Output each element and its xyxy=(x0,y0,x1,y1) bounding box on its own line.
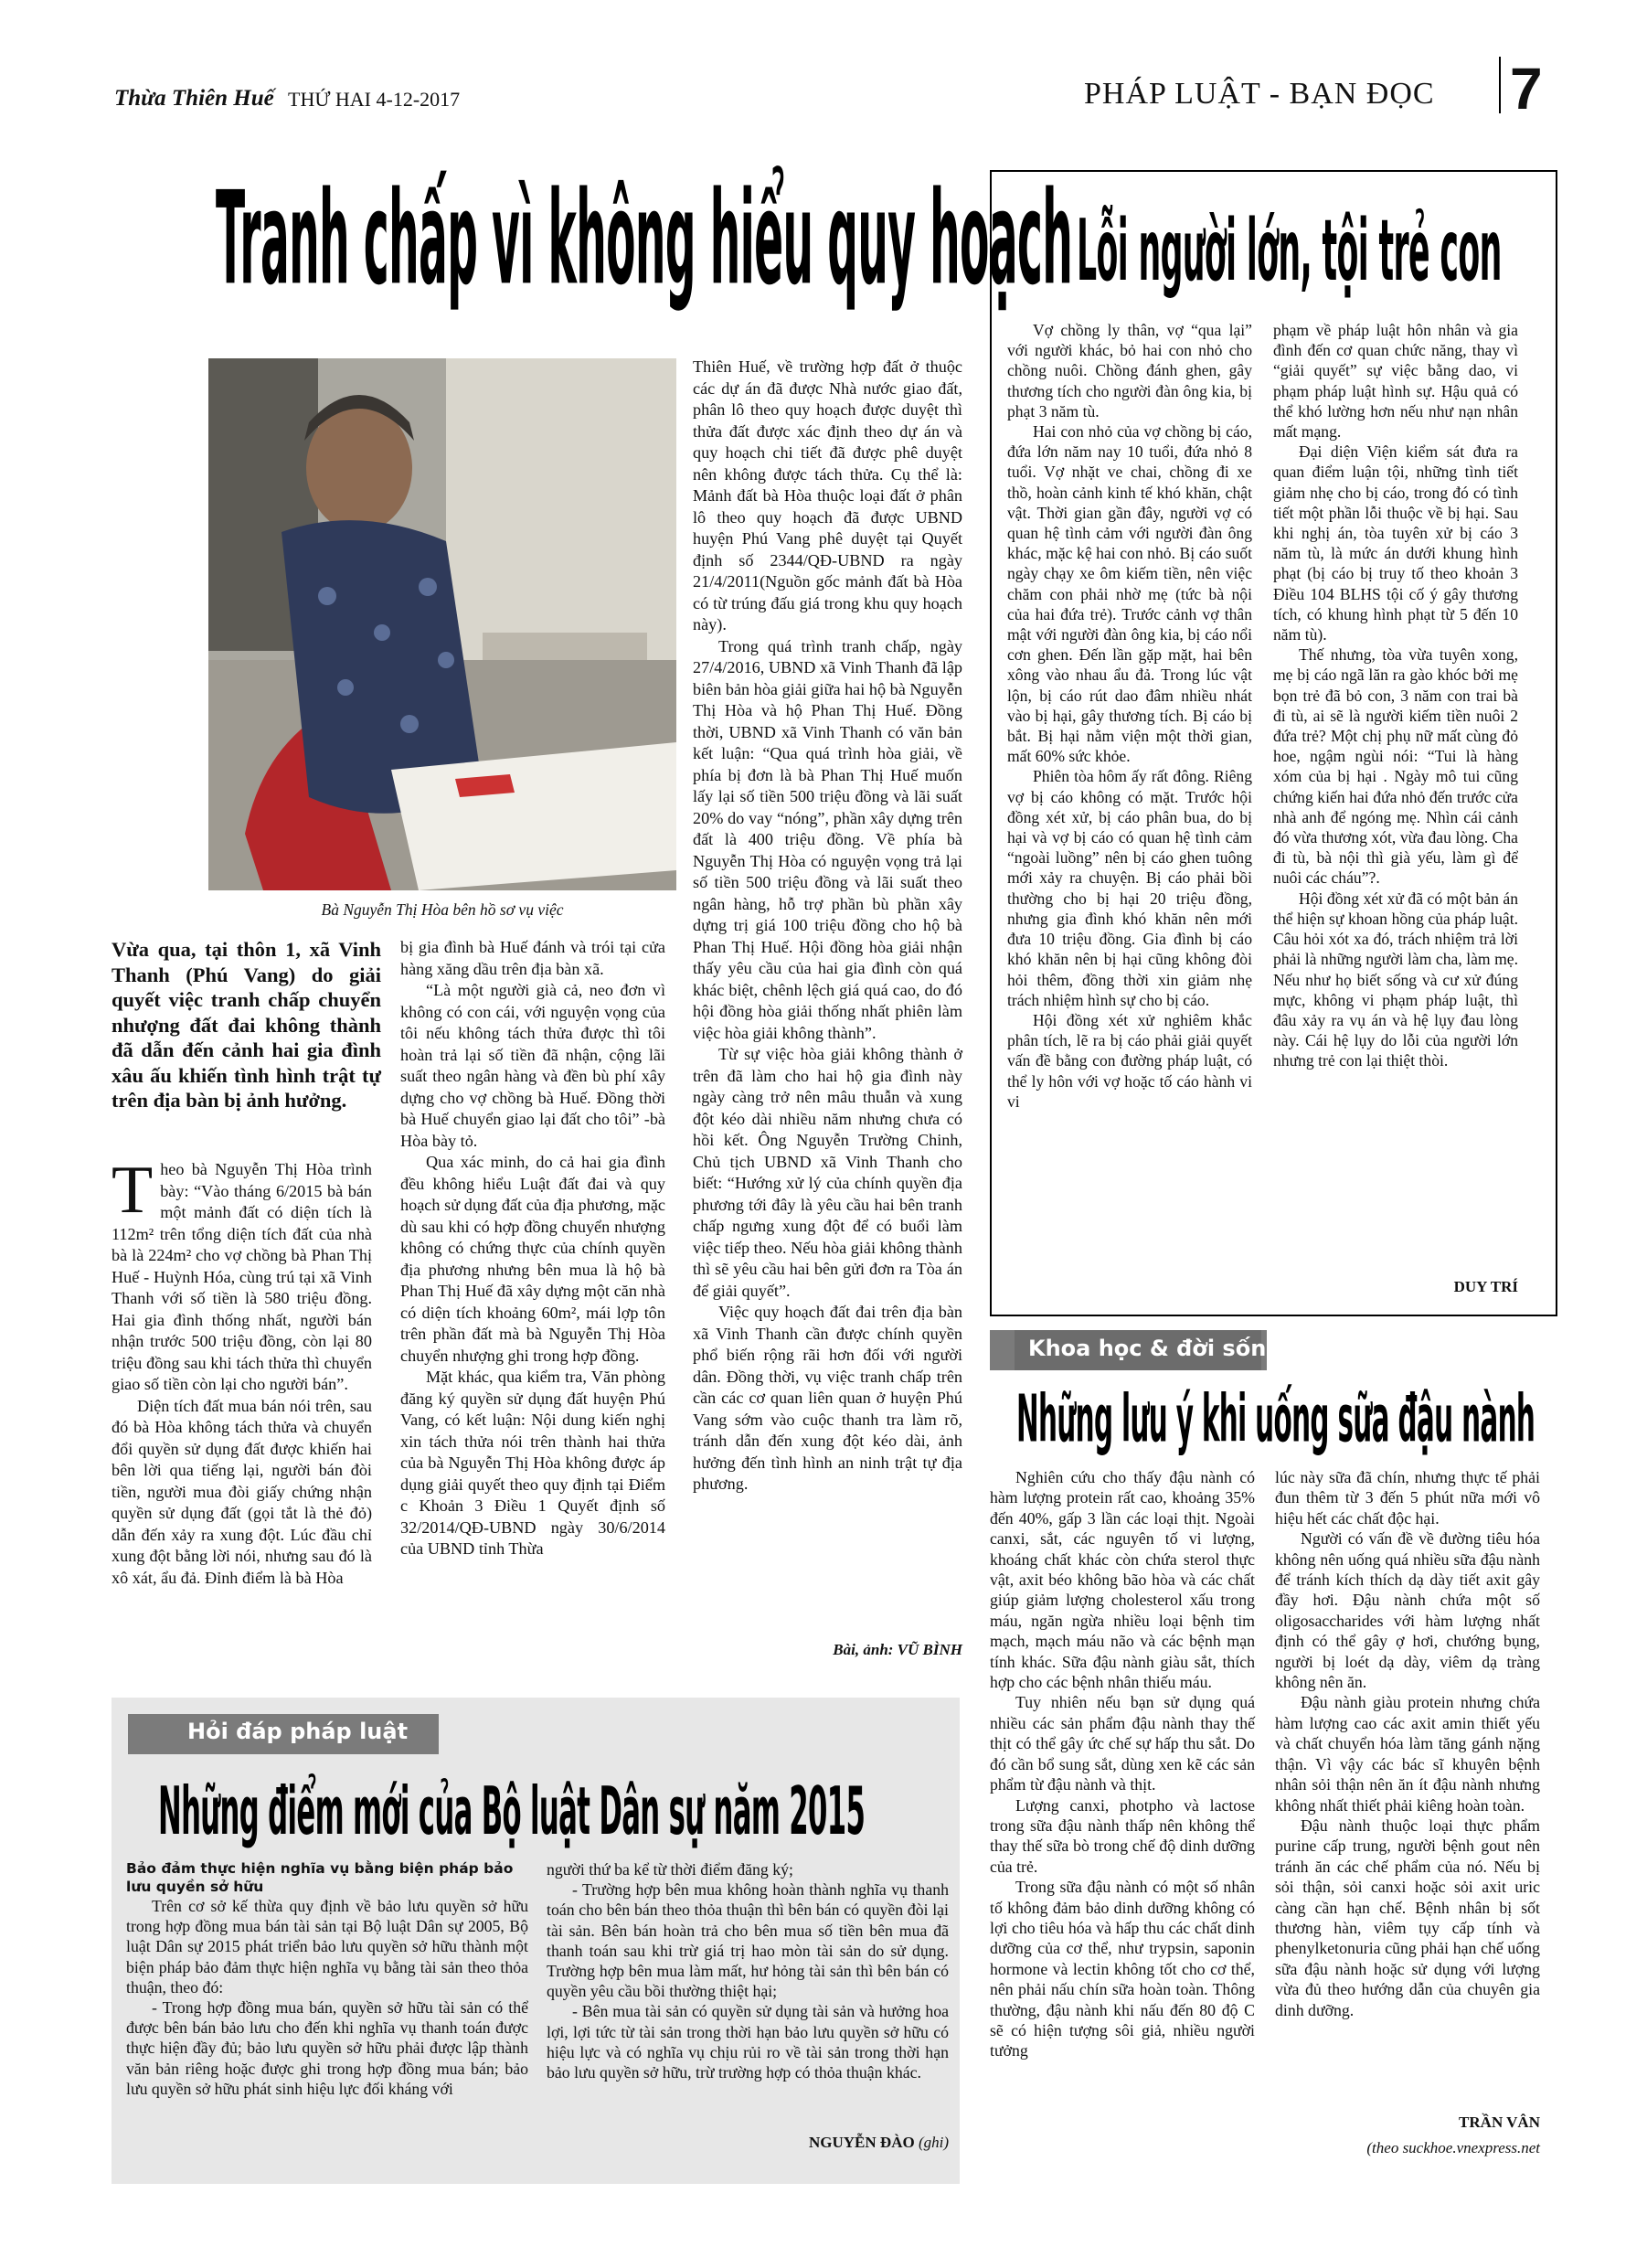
page-number: 7 xyxy=(1510,56,1543,122)
article2-col2-p1: phạm về pháp luật hôn nhân và gia đình đến cơ quan chức năng, thay vì “giải quyết” sự việc bằng dao, vi phạm pháp luật hình sự. Hậu quả có thể khó lường hơn nếu như nạn nhân mất mạng. xyxy=(1273,321,1518,442)
article4-headline: Những điểm mới của Bộ luật Dân sự năm 2015 xyxy=(158,1773,866,1850)
article2-col1 xyxy=(1007,320,1252,1112)
article1-col1-p2: Diện tích đất mua bán nói trên, sau đó bà Hòa không tách thửa và chuyển đổi quyền sử dụng đất được khiến hai bên lời qua tiếng lại, người bán đòi tiền, người mua đòi giấy chứng nhận quyền sử dụng đất (gọi tắt là thẻ đỏ) dẫn đến xảy ra xung đột. Lúc đầu chỉ xung đột bằng lời nói, nhưng sau đó là xô xát, ẩu đả. Đỉnh điểm là bà Hòa xyxy=(112,1396,372,1587)
article2-col2-p4: Hội đồng xét xử đã có một bản án thể hiện sự khoan hồng của pháp luật. Câu hỏi xót xa đó, trách nhiệm trả lời phải là những người làm cha, làm mẹ. Nếu như họ biết sống và cư xử đúng mực, không vi phạm pháp luật, thì đâu xảy ra vụ án và hệ lụy đau lòng này. Cái hệ lụy do lỗi của người lớn nhưng trẻ con lại thiệt thòi. xyxy=(1273,889,1518,1070)
article2-col2-p2: Đại diện Viện kiểm sát đưa ra quan điểm luận tội, những tình tiết giảm nhẹ cho bị cáo, trong đó có tình tiết một phần lỗi thuộc về bị hại. Sau khi nghị án, tòa tuyên xử bị cáo 3 năm tù, là mức án dưới khung hình phạt (bị cáo bị truy tố theo khoản 3 Điều 104 BLHS tội cố ý gây thương tích, có khung hình phạt từ 5 đến 10 năm tù). xyxy=(1273,442,1518,644)
article1-col3-p3: Từ sự việc hòa giải không thành ở trên đã làm cho hai hộ gia đình này ngày càng trở nên mâu thuẫn và xung đột kéo dài nhiều năm nhưng chưa có hồi kết. Ông Nguyễn Trường Chinh, Chủ tịch UBND xã Vinh Thanh cho biết: “Hướng xử lý của chính quyền địa phương tới đây là yêu cầu hai bên tranh chấp ngưng xung đột để có buổi làm việc tiếp theo. Nếu hòa giải không thành thì sẽ yêu cầu hai bên gửi đơn ra Tòa án để giải quyết”. xyxy=(693,1045,962,1300)
article4-col1 xyxy=(126,1859,528,2099)
article1-col2 xyxy=(400,937,665,1560)
photo-caption: Bà Nguyễn Thị Hòa bên hồ sơ vụ việc xyxy=(321,900,564,919)
article2-byline: DUY TRÍ xyxy=(1453,1278,1518,1295)
article3-col1-p1: Nghiên cứu cho thấy đậu nành có hàm lượng protein rất cao, khoảng 35% đến 40%, gấp 3 lần các loại thịt. Ngoài canxi, sắt, các nguyên tố vi lượng, khoáng chất khác còn chứa sterol thực vật, axit béo không bão hòa và các chất giúp giảm lượng cholesterol xấu trong máu, ngăn ngừa nhiều loại bệnh tim mạch, mạch máu não và các bệnh mạn tính khác. Sữa đậu nành giàu sắt, thích hợp cho các bệnh nhân thiếu máu. xyxy=(990,1468,1255,1692)
article3-col1 xyxy=(990,1467,1255,2061)
article1-headline: Tranh chấp vì không hiểu quy hoạch xyxy=(216,163,1073,314)
article3-source: (theo suckhoe.vnexpress.net xyxy=(1366,2139,1540,2156)
article1-col2-p3: Qua xác minh, do cả hai gia đình đều không hiểu Luật đất đai và quy hoạch sử dụng đất của địa phương, mặc dù sau khi có hợp đồng chuyển nhượng không có chứng thực của chính quyền địa phương nhưng bên mua là hộ bà Phan Thị Huế đã xây dựng một căn nhà có diện tích khoảng 60m², mái lợp tôn trên phần đất mà bà Nguyễn Thị Hòa chuyển nhượng ghi trong hợp đồng. xyxy=(400,1153,665,1365)
elderly-woman-photo xyxy=(208,358,676,890)
article1-col2-p2: “Là một người già cả, neo đơn vì không có con cái, với nguyện vọng của tôi nếu không tách thửa được thì tôi hoàn trả lại số tiền đã nhận, cộng lãi suất theo ngân hàng và đền bù phí xây dựng cho vợ chồng bà Huế. Đồng thời bà Huế chuyển giao lại đất cho tôi” -bà Hòa bày tỏ. xyxy=(400,981,665,1150)
issue-date: THỨ HAI 4-12-2017 xyxy=(288,88,461,111)
article1-col3-p2: Trong quá trình tranh chấp, ngày 27/4/2016, UBND xã Vinh Thanh đã lập biên bản hòa giải giữa hai hộ bà Nguyễn Thị Hòa và hộ Phan Thị Huế. Đồng thời, UBND xã Vinh Thanh có văn bản kết luận: “Qua quá trình hòa giải, về phía bị đơn là bà Phan Thị Huế muốn lấy lại số tiền 500 triệu đồng và lãi suất 20% do vay “nóng”, phần xây dựng trên đất là 400 triệu đồng. Về phía bà Nguyễn Thị Hòa có nguyện vọng trả lại số tiền 500 triệu đồng và lãi suất theo ngân hàng, hỗ trợ phần bù phần xây dựng trị giá 100 triệu đồng cho hộ bà Phan Thị Huế. Hội đồng hòa giải nhận thấy yêu cầu của hai gia đình còn quá khác biệt, chênh lệch giá quá cao, do đó hội đồng hòa giải thống nhất phiên làm việc hòa giải không thành”. xyxy=(693,636,962,1042)
article4-col2 xyxy=(547,1859,949,2082)
article3-col1-p4: Trong sữa đậu nành có một số nhân tố không đảm bảo dinh dưỡng không có lợi cho tiêu hóa và hấp thu các chất dinh dưỡng của cơ thể, như trypsin, saponin hormone và lectin không tốt cho cơ thể, nên phải nấu chín sữa hoàn toàn. Thông thường, đậu nành khi nấu đến 80 độ C sẽ có hiện tượng sôi giả, nhiều người tưởng xyxy=(990,1878,1255,2060)
article3-col2-p1: lúc này sữa đã chín, nhưng thực tế phải đun thêm từ 3 đến 5 phút nữa mới vô hiệu hết các chất độc hại. xyxy=(1275,1468,1540,1528)
article4-col2-p2: - Trường hợp bên mua không hoàn thành nghĩa vụ thanh toán cho bên bán theo thỏa thuận thì bên bán có quyền đòi lại tài sản. Bên bán hoàn trả cho bên mua số tiền bên mua đã thanh toán sau khi trừ giá trị hao mòn tài sản do sử dụng. Trường hợp bên mua làm mất, hư hỏng tài sản thì bên bán có quyền yêu cầu bồi thường thiệt hại; xyxy=(547,1880,949,2001)
article1-photo xyxy=(208,358,676,890)
article2-col2-p3: Thế nhưng, tòa vừa tuyên xong, mẹ bị cáo ngã lăn ra gào khóc bởi mẹ bọn trẻ đã bỏ con, 3 năm con trai bà đi tù, ai sẽ là người kiếm tiền nuôi 2 đứa trẻ? Một chị phụ nữ mất cùng đỏ hoe, ngậm ngùi nói: “Tui là hàng xóm của bị hại . Ngày mô tui cũng chứng kiến hai đứa nhỏ đến trước cửa nhà anh để ngóng mẹ. Nhìn cái cảnh đó vừa thương xót, vừa đau lòng. Cha đi tù, bà nội thì già yếu, làm gì để nuôi các cháu”?. xyxy=(1273,645,1518,888)
article4-byline-name: NGUYỄN ĐÀO xyxy=(809,2134,915,2151)
article3-kicker: Khoa học & đời sống xyxy=(1028,1336,1282,1361)
article1-col3-p4: Việc quy hoạch đất đai trên địa bàn xã Vinh Thanh cần được chính quyền phổ biến rộng rãi hơn đối với người dân. Đồng thời, vụ việc tranh chấp trên cần các cơ quan liên quan ở huyện Phú Vang sớm vào cuộc thanh tra làm rõ, tránh dẫn đến xung đột kéo dài, ảnh hưởng đến tình hình an ninh trật tự địa phương. xyxy=(693,1303,962,1493)
article1-col1-p1: heo bà Nguyễn Thị Hòa trình bày: “Vào tháng 6/2015 bà bán một mảnh đất có diện tích là 112m² trên tổng diện tích đất của nhà bà là 224m² cho vợ chồng bà Phan Thị Huế - Huỳnh Hóa, cùng trú tại xã Vinh Thanh với số tiền là 580 triệu đồng. Hai gia đình thống nhất, người bán nhận trước 500 triệu đồng, còn lại 80 triệu đồng sau khi tách thửa thì chuyển giao số tiền còn lại cho người bán”. xyxy=(112,1160,372,1393)
article1-lead: Vừa qua, tại thôn 1, xã Vinh Thanh (Phú Vang) do giải quyết việc tranh chấp chuyển nhượng đất đai không thành đã dẫn đến cảnh hai gia đình xâu ấu khiến tình hình trật tự trên địa bàn bị ảnh hưởng. xyxy=(112,938,381,1112)
article4-col1-p1: Trên cơ sở kế thừa quy định về bảo lưu quyền sở hữu trong hợp đồng mua bán tài sản tại Bộ luật Dân sự 2005, Bộ luật Dân sự 2015 phát triển bảo lưu quyền sở hữu thành một biện pháp bảo đảm thực hiện nghĩa vụ bằng tài sản theo thỏa thuận, theo đó: xyxy=(126,1897,528,1996)
article2-col1-p2: Hai con nhỏ của vợ chồng bị cáo, đứa lớn năm nay 10 tuổi, đứa nhỏ 8 tuổi. Vợ nhặt ve chai, chồng đi xe thồ, hoàn cảnh kinh tế khó khăn, chật vật. Thời gian gần đây, người vợ có quan hệ tình cảm với người đàn ông khác, mặc kệ hai con nhỏ. Bị cáo suốt ngày chạy xe ôm kiếm tiền, nên việc chăm con phải nhờ mẹ (tức bà nội của hai đứa trẻ). Trước cảnh vợ thân mật với người đàn ông kia, bị cáo nổi cơn ghen. Đến lần gặp mặt, hai bên xông vào nhau ẩu đả. Trong lúc vật lộn, bị cáo rút dao đâm nhiều nhát vào bị hại, gây thương tích. Bị cáo bị bắt. Bị hại nằm viện một thời gian, mất 60% sức khỏe. xyxy=(1007,422,1252,766)
article4-byline xyxy=(547,2134,949,2152)
article3-headline: Những lưu ý khi uống sữa đậu nành xyxy=(1016,1380,1535,1457)
article4-kicker: Hỏi đáp pháp luật xyxy=(187,1719,409,1744)
article1-byline: Bài, ảnh: VŨ BÌNH xyxy=(833,1641,962,1658)
article3-col2-p3: Đậu nành giàu protein nhưng chứa hàm lượng cao các axit amin thiết yếu và chất chuyển hóa làm tăng gánh nặng thận. Vì vậy các bác sĩ khuyên bệnh nhân sỏi thận nên ăn ít đậu nành nhưng không nhất thiết phải kiêng hoàn toàn. xyxy=(1275,1693,1540,1815)
article1-col3-p1: Thiên Huế, về trường hợp đất ở thuộc các dự án đã được Nhà nước giao đất, phân lô theo quy hoạch được duyệt thì thửa đất được xác định theo dự án và quy hoạch chi tiết đã được phê duyệt nên không được tách thửa. Cụ thể là: Mảnh đất bà Hòa thuộc loại đất ở phân lô theo quy hoạch đã được UBND huyện Phú Vang phê duyệt tại Quyết định số 2344/QĐ-UBND ra ngày 21/4/2011(Nguồn gốc mảnh đất bà Hòa có từ trúng đấu giá trong khu quy hoạch này). xyxy=(693,357,962,634)
article2-headline: Lỗi người lớn, tội trẻ con xyxy=(1077,203,1502,302)
article4-col1-p2: - Trong hợp đồng mua bán, quyền sở hữu tài sản có thể được bên bán bảo lưu cho đến khi nghĩa vụ thanh toán được thực hiện đầy đủ; bảo lưu quyền sở hữu phải được lập thành văn bản riêng hoặc được ghi trong hợp đồng mua bán; bảo lưu quyền sở hữu phát sinh hiệu lực đối kháng với xyxy=(126,1998,528,2098)
article1-col2-p4: Mặt khác, qua kiểm tra, Văn phòng đăng ký quyền sử dụng đất huyện Phú Vang, có kết luận: Nội dung kiến nghị xin tách thửa nói trên thành hai thửa của bà Nguyễn Thị Hòa không được áp dụng giải quyết theo quy định tại Điểm c Khoản 3 Điều 1 Quyết định số 32/2014/QĐ-UBND ngày 30/6/2014 của UBND tỉnh Thừa xyxy=(400,1368,665,1558)
article2-col1-p4: Hội đồng xét xử nghiêm khắc phân tích, lẽ ra bị cáo phải giải quyết vấn đề bằng con đường pháp luật, có thể ly hôn với vợ hoặc tố cáo hành vi vi xyxy=(1007,1010,1252,1111)
article4-col2-p3: - Bên mua tài sản có quyền sử dụng tài sản và hưởng hoa lợi, lợi tức từ tài sản trong thời hạn bảo lưu quyền sở hữu có hiệu lực và có nghĩa vụ chịu rủi ro về tài sản trong thời hạn bảo lưu quyền sở hữu, trừ trường hợp có thỏa thuận khác. xyxy=(547,2002,949,2082)
paper-name: Thừa Thiên Huế xyxy=(114,86,274,111)
article3-col2-p2: Người có vấn đề về đường tiêu hóa không nên uống quá nhiều sữa đậu nành để tránh kích thích dạ dày tiết axit gây đầy hơi. Đậu nành chứa một số oligosaccharides với hàm lượng nhất định có thể gây ợ hơi, chướng bụng, người bị loét dạ dày, viêm dạ tràng không nên ăn. xyxy=(1275,1529,1540,1692)
header-divider xyxy=(1499,57,1501,113)
article1-col1 xyxy=(112,1153,372,1589)
article3-byline: TRẦN VÂN xyxy=(1459,2114,1540,2131)
article3-col2 xyxy=(1275,1467,1540,2020)
article4-col2-p1: người thứ ba kể từ thời điểm đăng ký; xyxy=(547,1860,793,1879)
article2-col1-p3: Phiên tòa hôm ấy rất đông. Riêng vợ bị cáo không có mặt. Trước hội đồng xét xử, bị cáo phân bua, do bị hại và vợ bị cáo có quan hệ tình cảm “ngoài luồng” nên bị cáo ghen tuông mới xảy ra chuyện. Bị cáo phải bồi thường cho bị hại 20 triệu đồng, nhưng gia đình khó khăn nên mới đưa 10 triệu đồng. Gia đình bị cáo khó khăn nên bị hại cũng không đòi hỏi thêm, đồng thời xin giảm nhẹ trách nhiệm hình sự cho bị cáo. xyxy=(1007,767,1252,1009)
article4-byline-suffix: (ghi) xyxy=(918,2134,949,2151)
article1-col2-p1: bị gia đình bà Huế đánh và trói tại cửa hàng xăng dầu trên địa bàn xã. xyxy=(400,938,665,978)
article3-col1-p2: Tuy nhiên nếu bạn sử dụng quá nhiều các sản phẩm đậu nành thay thế thịt có thể gây ức chế sự hấp thu sắt. Do đó cần bổ sung sắt, dùng xen kẽ các sản phẩm từ đậu nành và thịt. xyxy=(990,1693,1255,1794)
section-title: PHÁP LUẬT - BẠN ĐỌC xyxy=(1084,77,1435,111)
article1-col3 xyxy=(693,357,962,1496)
article2-col1-p1: Vợ chồng ly thân, vợ “qua lại” với người khác, bỏ hai con nhỏ cho chồng nuôi. Chồng đánh ghen, gây thương tích cho người đàn ông kia, bị phạt 3 năm tù. xyxy=(1007,321,1252,421)
article4-subhead: Bảo đảm thực hiện nghĩa vụ bằng biện pháp bảo lưu quyền sở hữu xyxy=(126,1860,514,1895)
dropcap: T xyxy=(112,1153,154,1228)
article2-col2 xyxy=(1273,320,1518,1071)
article3-col1-p3: Lượng canxi, photpho và lactose trong sữa đậu nành thấp nên không thể thay thế sữa bò trong chế độ dinh dưỡng của trẻ. xyxy=(990,1795,1255,1876)
article3-col2-p4: Đậu nành thuộc loại thực phẩm purine cấp trung, người bệnh gout nên tránh ăn các chế phẩm của nó. Nếu bị sỏi thận, sỏi canxi hoặc sỏi axit uric càng cần hạn chế. Bệnh nhân bị sốt thương hàn, viêm tụy cấp tính và phenylketonuria cũng phải hạn chế uống sữa đậu nành hoặc sử dụng với lượng vừa đủ theo hướng dẫn của chuyên gia dinh dưỡng. xyxy=(1275,1815,1540,2019)
